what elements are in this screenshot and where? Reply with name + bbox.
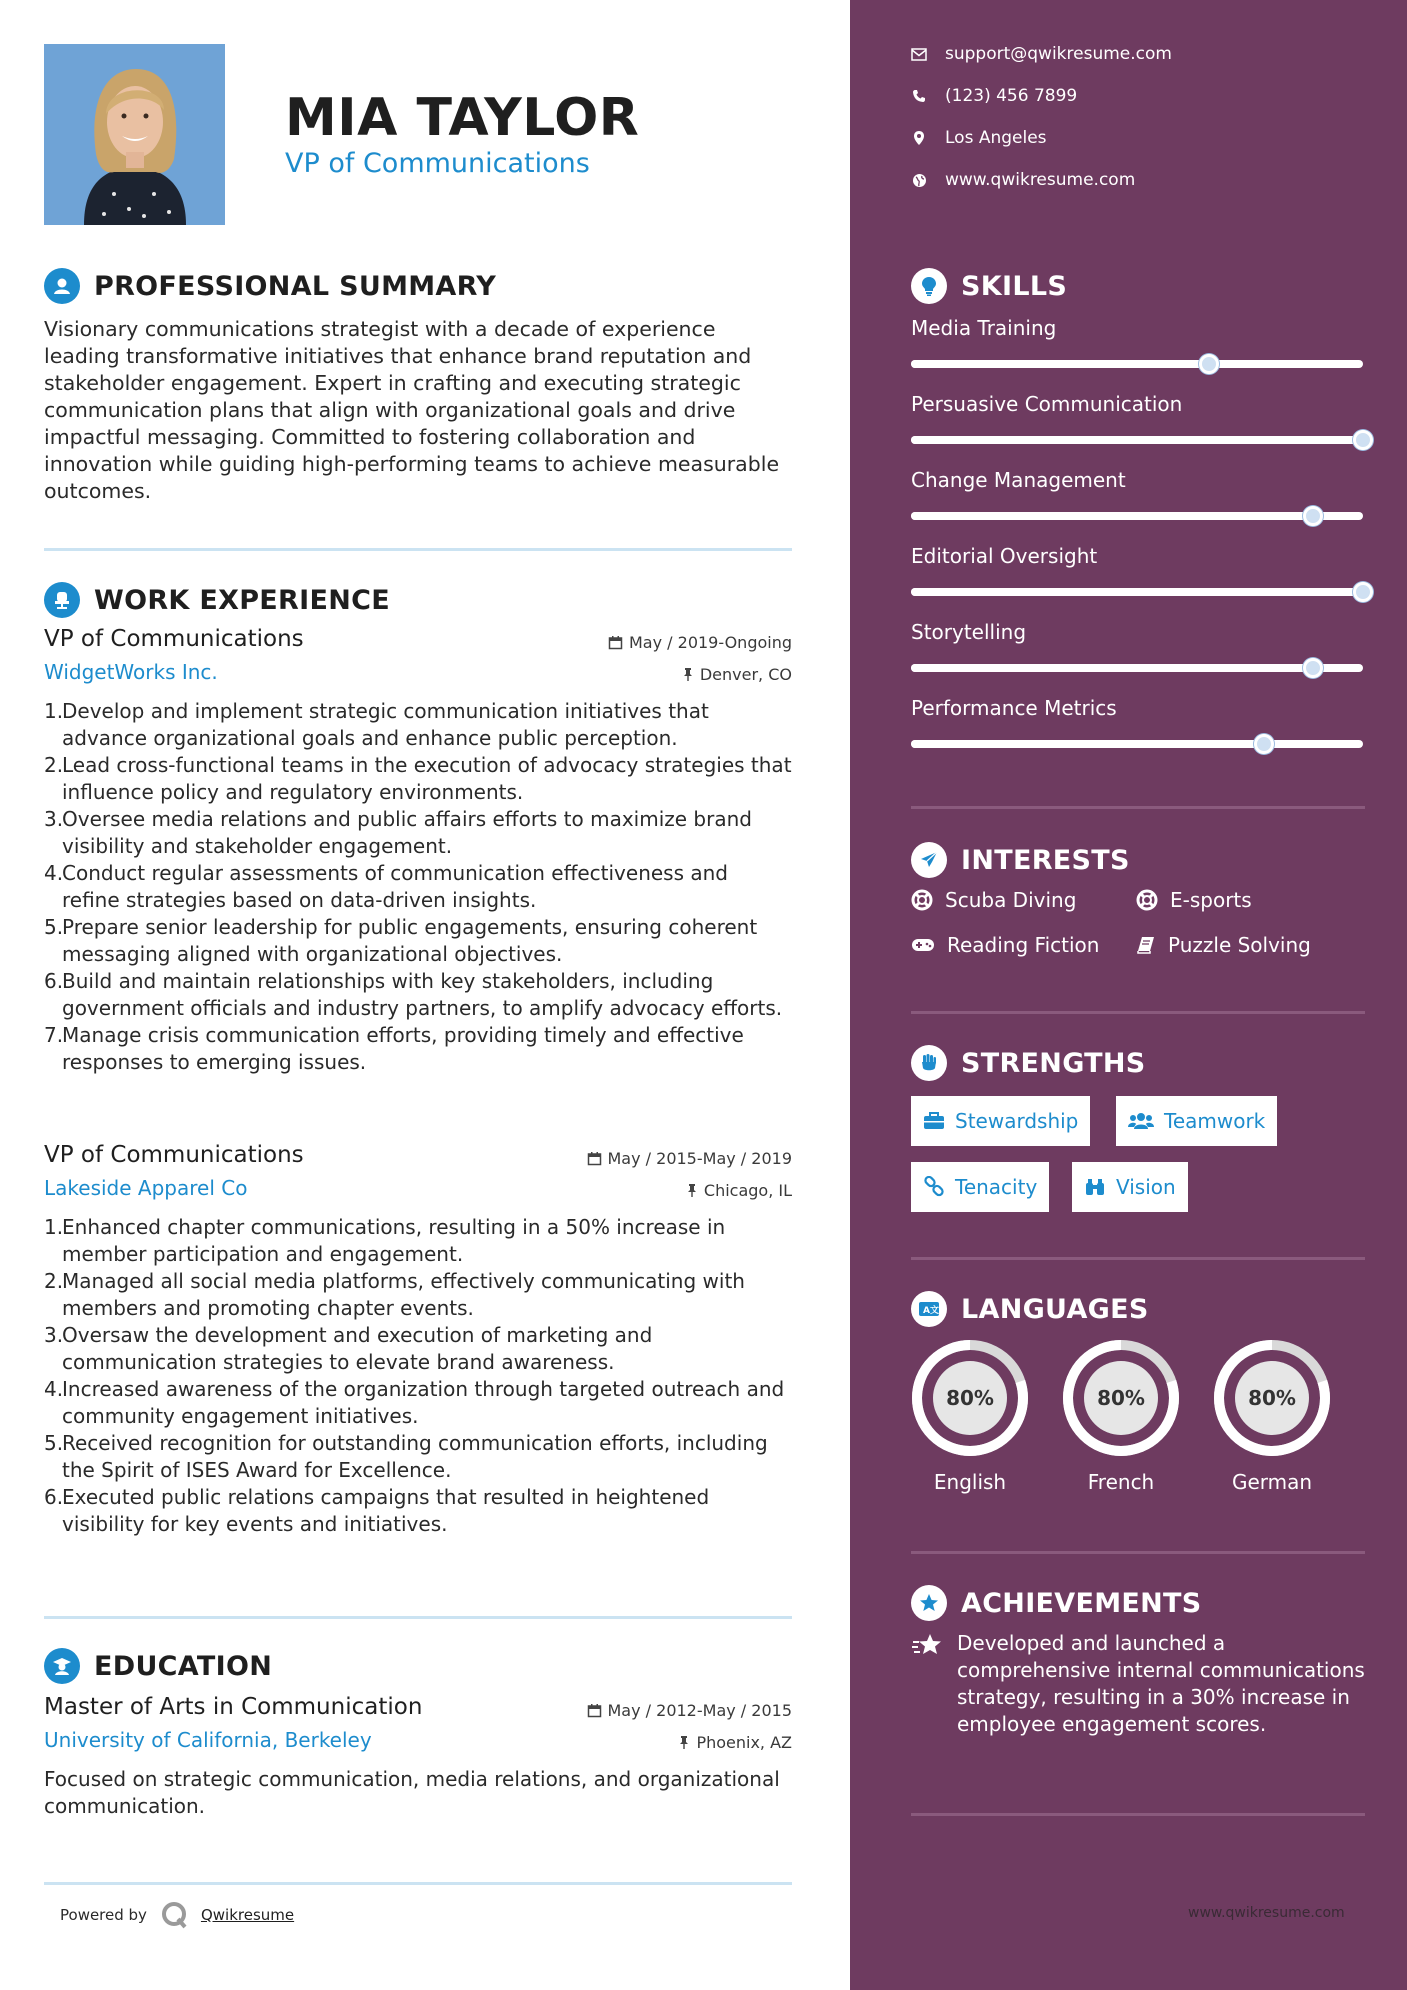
paper-plane-icon (911, 842, 947, 878)
pin-icon (682, 667, 694, 682)
life-ring-icon (1136, 889, 1158, 911)
skill-level-knob (1254, 734, 1274, 754)
life-ring-icon (911, 889, 933, 911)
job-bullet: Manage crisis communication efforts, providing timely and effective responses to emerging issues. (62, 1023, 744, 1074)
briefcase-icon (923, 1112, 945, 1130)
gamepad-icon (911, 937, 935, 953)
job-bullet: Oversee media relations and public affairs efforts to maximize brand visibility and stakeholder engagement. (62, 807, 752, 858)
job-location-text: Denver, CO (699, 665, 792, 684)
interest-item (911, 888, 1076, 912)
contact-phone-text: (123) 456 7899 (945, 86, 1078, 106)
experience-heading (44, 580, 390, 620)
skill-bar (911, 512, 1363, 520)
skill-item (911, 316, 1365, 368)
qwikresume-logo-icon (159, 1900, 189, 1930)
contact-email-text: support@qwikresume.com (945, 44, 1172, 64)
sidebar-divider (911, 806, 1365, 809)
skills-heading (911, 266, 1067, 306)
envelope-icon (911, 46, 927, 62)
language-ring (908, 1336, 1032, 1460)
contact-website-text: www.qwikresume.com (945, 170, 1136, 190)
education-dates-text: May / 2012-May / 2015 (607, 1701, 792, 1720)
education-description: Focused on strategic communication, media relations, and organizational communication. (44, 1767, 780, 1818)
user-icon (44, 268, 80, 304)
strength-label: Teamwork (1164, 1109, 1266, 1133)
contact-location (911, 128, 1047, 148)
job-location-text: Chicago, IL (703, 1181, 792, 1200)
map-marker-icon (911, 130, 927, 146)
sidebar (850, 0, 1407, 1990)
skill-item (911, 696, 1365, 748)
job-bullet: Managed all social media platforms, effectively communicating with members and promoting chapter events. (62, 1269, 745, 1320)
svg-text:A: A (923, 1306, 930, 1316)
skill-level-knob (1353, 430, 1373, 450)
skill-name: Performance Metrics (911, 696, 1117, 720)
strength-label: Tenacity (955, 1175, 1038, 1199)
job-bullet: Develop and implement strategic communication initiatives that advance organizational goals and enhance public perception. (62, 699, 709, 750)
education-heading (44, 1646, 272, 1686)
qwikresume-link[interactable]: Qwikresume (200, 1906, 295, 1924)
skill-name: Editorial Oversight (911, 544, 1098, 568)
job-dates-text: May / 2019-Ongoing (629, 633, 792, 652)
summary-title: PROFESSIONAL SUMMARY (94, 270, 497, 302)
strength-label: Stewardship (955, 1109, 1079, 1133)
strength-label: Vision (1116, 1175, 1176, 1199)
language-name: French (1087, 1470, 1155, 1494)
job-location (686, 1181, 792, 1200)
job-title: VP of Communications (44, 1142, 304, 1168)
education-location (678, 1733, 792, 1752)
fist-icon (911, 1045, 947, 1081)
job-bullet: Lead cross-functional teams in the execution of advocacy strategies that influence policy and regulatory environments. (62, 753, 792, 804)
skill-item (911, 392, 1365, 444)
candidate-name: MIA TAYLOR (285, 88, 640, 148)
education-location-text: Phoenix, AZ (696, 1733, 792, 1752)
degree: Master of Arts in Communication (44, 1694, 423, 1720)
globe-icon (911, 172, 927, 188)
contact-location-text: Los Angeles (945, 128, 1047, 148)
job-dates-text: May / 2015-May / 2019 (607, 1149, 792, 1168)
link-icon (923, 1176, 945, 1198)
language-item (908, 1336, 1032, 1494)
translate-icon (911, 1291, 947, 1327)
language-percent: 80% (946, 1386, 994, 1410)
language-percent: 80% (1097, 1386, 1145, 1410)
skill-bar-fill (911, 360, 1209, 368)
skill-level-knob (1353, 582, 1373, 602)
skill-bar-fill (911, 436, 1363, 444)
binoculars-icon (1084, 1177, 1106, 1197)
school: University of California, Berkeley (44, 1728, 372, 1752)
section-divider (44, 1616, 792, 1619)
summary-heading (44, 266, 496, 306)
skill-bar-fill (911, 512, 1313, 520)
powered-by-label: Powered by (60, 1906, 147, 1924)
languages-title: LANGUAGES (961, 1293, 1149, 1325)
sidebar-divider (911, 1011, 1365, 1014)
skill-name: Persuasive Communication (911, 392, 1183, 416)
book-icon (1136, 935, 1156, 955)
pin-icon (678, 1735, 690, 1750)
job-bullet: Received recognition for outstanding communication efforts, including the Spirit of ISES Award for Excellence. (62, 1431, 768, 1482)
job-bullet: Oversaw the development and execution of marketing and communication strategies to elevate brand awareness. (62, 1323, 653, 1374)
skill-name: Storytelling (911, 620, 1027, 644)
users-icon (1128, 1112, 1154, 1130)
language-ring (1210, 1336, 1334, 1460)
star-icon (911, 1632, 943, 1660)
strength-badge (1116, 1096, 1277, 1146)
footer-powered-by (60, 1900, 294, 1930)
skill-item (911, 620, 1365, 672)
language-item (1059, 1336, 1183, 1494)
job-bullet: Increased awareness of the organization through targeted outreach and community engagement initiatives. (62, 1377, 785, 1428)
candidate-title: VP of Communications (285, 148, 590, 179)
achievements-heading (911, 1583, 1202, 1623)
skills-title: SKILLS (961, 270, 1068, 302)
skill-level-knob (1303, 506, 1323, 526)
skill-level-knob (1303, 658, 1323, 678)
strengths-heading (911, 1043, 1146, 1083)
job-bullets (44, 1214, 792, 1538)
skill-item (911, 544, 1365, 596)
skill-name: Media Training (911, 316, 1057, 340)
skill-bar-fill (911, 664, 1313, 672)
strengths-title: STRENGTHS (961, 1047, 1146, 1079)
profile-photo (44, 44, 225, 225)
language-ring (1059, 1336, 1183, 1460)
interests-heading (911, 840, 1130, 880)
calendar-icon (587, 1703, 602, 1718)
job-bullets (44, 698, 792, 1076)
summary-text: Visionary communications strategist with a decade of experience leading transformative initiatives that enhance brand reputation and stakeholder engagement. Expert in crafting and executing strategic communication plans that align with organizational goals and drive impactful messaging. Committed to fostering collaboration and innovation while guiding high-performing teams to achieve measurable outcomes. (44, 317, 780, 503)
education-title: EDUCATION (94, 1650, 273, 1682)
section-divider (44, 548, 792, 551)
strength-badge (911, 1162, 1049, 1212)
calendar-icon (608, 635, 623, 650)
job-entry (44, 1142, 792, 1538)
job-dates (587, 1149, 793, 1168)
sidebar-divider (911, 1551, 1365, 1554)
job-company: WidgetWorks Inc. (44, 660, 218, 684)
contact-phone[interactable] (911, 86, 1077, 106)
contact-email[interactable] (911, 44, 1172, 64)
job-bullet: Prepare senior leadership for public engagements, ensuring coherent messaging aligned with organizational objectives. (62, 915, 758, 966)
achievement-item (911, 1630, 1371, 1738)
language-percent: 80% (1248, 1386, 1296, 1410)
strength-badge (1072, 1162, 1188, 1212)
lightbulb-icon (911, 268, 947, 304)
language-name: English (933, 1470, 1007, 1494)
interest-item (911, 933, 1099, 957)
briefcase-chair-icon (44, 582, 80, 618)
interest-item (1136, 888, 1252, 912)
skill-bar (911, 436, 1363, 444)
job-title: VP of Communications (44, 626, 304, 652)
achievements-title: ACHIEVEMENTS (961, 1587, 1202, 1619)
interest-label: Scuba Diving (945, 888, 1077, 912)
pin-icon (686, 1183, 698, 1198)
strength-badge (911, 1096, 1090, 1146)
graduate-icon (44, 1648, 80, 1684)
interest-label: E-sports (1170, 888, 1252, 912)
calendar-icon (587, 1151, 602, 1166)
sidebar-divider (911, 1813, 1365, 1816)
skill-bar (911, 664, 1363, 672)
star-badge-icon (911, 1585, 947, 1621)
interest-label: Puzzle Solving (1168, 933, 1311, 957)
job-bullet: Executed public relations campaigns that resulted in heightened visibility for key events and initiatives. (62, 1485, 710, 1536)
job-company: Lakeside Apparel Co (44, 1176, 248, 1200)
contact-website[interactable] (911, 170, 1135, 190)
phone-icon (911, 88, 927, 104)
job-bullet: Build and maintain relationships with key stakeholders, including government officials and industry partners, to amplify advocacy efforts. (62, 969, 783, 1020)
skill-bar (911, 360, 1363, 368)
footer-website[interactable]: www.qwikresume.com (1188, 1905, 1345, 1921)
language-name: German (1231, 1470, 1313, 1494)
skill-bar-fill (911, 740, 1264, 748)
skill-item (911, 468, 1365, 520)
job-bullet: Conduct regular assessments of communication effectiveness and refine strategies based on data-driven insights. (62, 861, 729, 912)
job-entry (44, 626, 792, 1076)
section-divider (44, 1882, 792, 1885)
interest-item (1136, 933, 1311, 957)
svg-text:文: 文 (930, 1306, 940, 1316)
skill-level-knob (1199, 354, 1219, 374)
language-item (1210, 1336, 1334, 1494)
experience-title: WORK EXPERIENCE (94, 584, 390, 616)
interests-title: INTERESTS (961, 844, 1130, 876)
sidebar-divider (911, 1257, 1365, 1260)
interest-label: Reading Fiction (947, 933, 1100, 957)
achievement-text: Developed and launched a comprehensive internal communications strategy, resulting in a 30% increase in employee engagement scores. (957, 1631, 1365, 1736)
skill-bar (911, 740, 1363, 748)
skill-name: Change Management (911, 468, 1126, 492)
job-location (682, 665, 792, 684)
languages-heading (911, 1289, 1149, 1329)
job-dates (608, 633, 792, 652)
skill-bar-fill (911, 588, 1363, 596)
job-bullet: Enhanced chapter communications, resulting in a 50% increase in member participation and engagement. (62, 1215, 726, 1266)
skill-bar (911, 588, 1363, 596)
education-entry (44, 1694, 792, 1820)
education-dates (587, 1701, 793, 1720)
